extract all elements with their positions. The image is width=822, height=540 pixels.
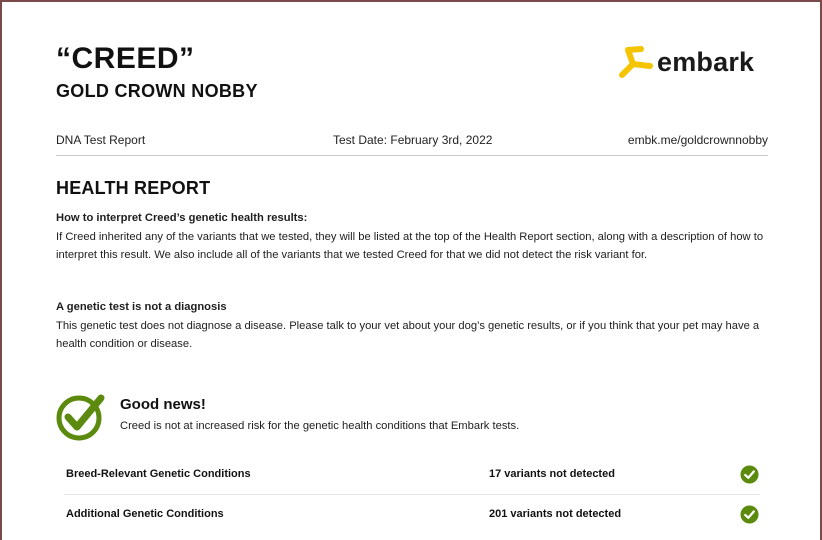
- check-circle-icon: [740, 465, 759, 484]
- condition-result: 201 variants not detected: [489, 508, 622, 520]
- test-date: Test Date: February 3rd, 2022: [333, 133, 493, 147]
- dog-nickname: “CREED”: [56, 42, 195, 75]
- good-news-title: Good news!: [120, 396, 206, 413]
- condition-row-additional[interactable]: [64, 503, 760, 531]
- condition-divider: [64, 494, 760, 495]
- profile-link[interactable]: embk.me/goldcrownnobby: [627, 133, 768, 147]
- interpret-heading: How to interpret Creed’s genetic health results:: [56, 212, 308, 224]
- good-news-check-icon: [55, 391, 107, 443]
- interpret-section: [56, 209, 768, 265]
- report-type: DNA Test Report: [56, 133, 146, 147]
- header-divider: [56, 155, 768, 156]
- health-report-title: HEALTH REPORT: [56, 178, 211, 198]
- diagnosis-heading: A genetic test is not a diagnosis: [56, 301, 227, 313]
- dog-registered-name: GOLD CROWN NOBBY: [56, 81, 258, 101]
- embark-logo-icon: [617, 44, 655, 80]
- embark-logo: [617, 44, 754, 80]
- diagnosis-section: [56, 298, 768, 354]
- interpret-body: If Creed inherited any of the variants that we tested, they will be listed at the top of the Health Report section, along with a description of how to interpret this result. We also include all of the variants that we tested Creed for that we did not detect the risk variant for.: [56, 230, 764, 261]
- condition-name: Additional Genetic Conditions: [66, 508, 224, 520]
- good-news-subtitle: Creed is not at increased risk for the genetic health conditions that Embark tests.: [120, 420, 520, 432]
- condition-row-breed-relevant[interactable]: [64, 463, 760, 491]
- condition-result: 17 variants not detected: [489, 468, 615, 480]
- condition-name: Breed-Relevant Genetic Conditions: [66, 468, 251, 480]
- check-circle-icon: [740, 505, 759, 524]
- diagnosis-body: This genetic test does not diagnose a disease. Please talk to your vet about your dog’s genetic results, or if you think that your pet may have a health condition or disease.: [56, 319, 760, 350]
- embark-logo-text: embark: [657, 46, 755, 77]
